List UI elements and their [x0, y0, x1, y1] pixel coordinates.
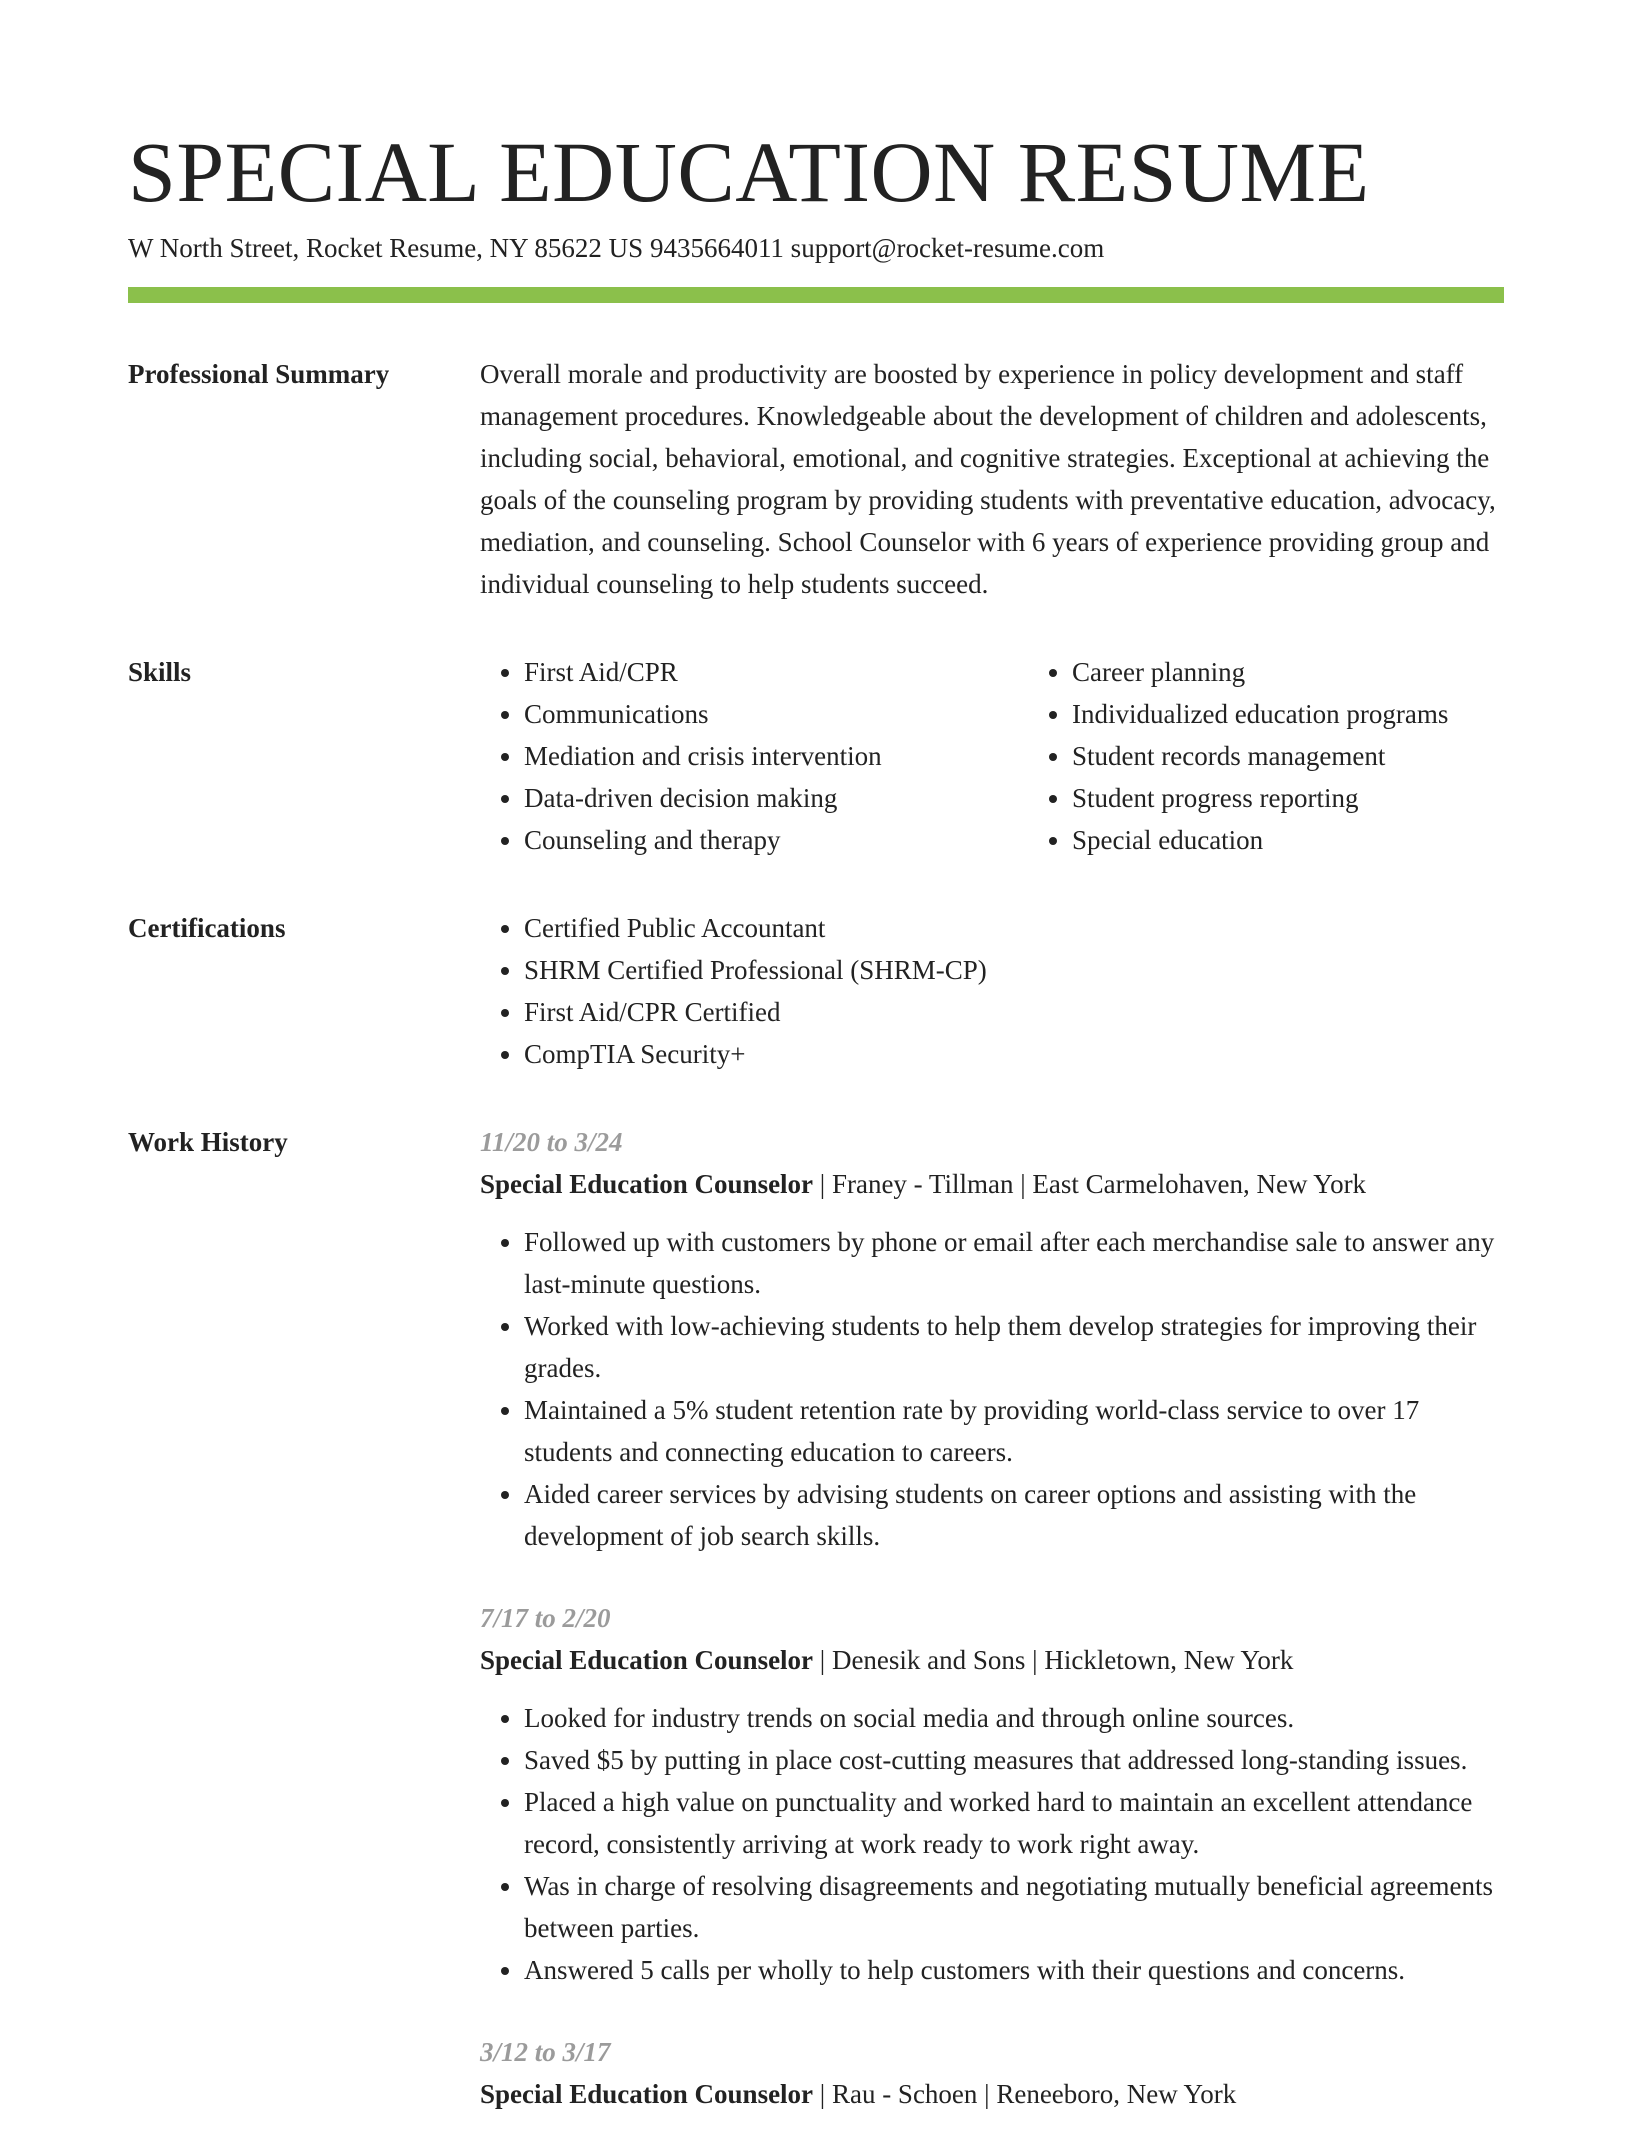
- skill-item: • Student records management: [1072, 735, 1448, 777]
- section-label: Skills: [128, 657, 192, 687]
- job-heading: [480, 2073, 1504, 2115]
- section-label: Work History: [128, 1127, 288, 1157]
- job-details: | Rau - Schoen | Reneeboro, New York: [813, 2079, 1237, 2109]
- section-body: [480, 1121, 1504, 2155]
- job-dates: 7/17 to 2/20: [480, 1603, 611, 1633]
- skill-item: • Mediation and crisis intervention: [524, 735, 1028, 777]
- job-details: | Franey - Tillman | East Carmelohaven, New York: [813, 1169, 1367, 1199]
- job-bullets: [480, 1221, 1504, 1557]
- section-label: Certifications: [128, 913, 286, 943]
- job-heading: [480, 1639, 1504, 1681]
- certification-item: • CompTIA Security+: [524, 1033, 1504, 1075]
- job-entry: [480, 2031, 1504, 2115]
- job-bullet: • Worked with low-achieving students to help them develop strategies for improving their grades.: [524, 1305, 1504, 1389]
- job-entry: [480, 1597, 1504, 1991]
- job-role: Special Education Counselor: [480, 2079, 814, 2109]
- skill-item: • Student progress reporting: [1072, 777, 1448, 819]
- skill-item: • Communications: [524, 693, 1028, 735]
- skill-item: • Data-driven decision making: [524, 777, 1028, 819]
- skill-item: • Individualized education programs: [1072, 693, 1448, 735]
- section-skills: [128, 651, 1504, 861]
- job-bullets: [480, 1697, 1504, 1991]
- skills-grid: [480, 651, 1504, 861]
- skill-item: • Special education: [1072, 819, 1448, 861]
- resume-page: [128, 122, 1504, 2155]
- certification-item: • SHRM Certified Professional (SHRM-CP): [524, 949, 1504, 991]
- certifications-list: [480, 907, 1504, 1075]
- skills-list-right: [1028, 651, 1448, 861]
- job-dates: 3/12 to 3/17: [480, 2037, 611, 2067]
- job-entry: [480, 1121, 1504, 1557]
- job-bullet: • Answered 5 calls per wholly to help customers with their questions and concerns.: [524, 1949, 1504, 1991]
- job-bullet: • Was in charge of resolving disagreements and negotiating mutually beneficial agreements between parties.: [524, 1865, 1504, 1949]
- job-role: Special Education Counselor: [480, 1169, 814, 1199]
- certification-item: • Certified Public Accountant: [524, 907, 1504, 949]
- job-bullet: • Looked for industry trends on social media and through online sources.: [524, 1697, 1504, 1739]
- section-body: [480, 907, 1504, 1075]
- section-professional-summary: [128, 353, 1504, 605]
- header-divider: [128, 287, 1504, 303]
- section-body: [480, 353, 1504, 605]
- job-bullet: • Aided career services by advising students on career options and assisting with the development of job search skills.: [524, 1473, 1504, 1557]
- job-bullet: • Maintained a 5% student retention rate by providing world-class service to over 17 students and connecting education to careers.: [524, 1389, 1504, 1473]
- certification-item: • First Aid/CPR Certified: [524, 991, 1504, 1033]
- job-bullet: • Followed up with customers by phone or email after each merchandise sale to answer any last-minute questions.: [524, 1221, 1504, 1305]
- job-dates: 11/20 to 3/24: [480, 1127, 623, 1157]
- job-details: | Denesik and Sons | Hickletown, New York: [813, 1645, 1294, 1675]
- resume-title: SPECIAL EDUCATION RESUME: [128, 124, 1370, 220]
- section-label: Professional Summary: [128, 359, 390, 389]
- contact-line: W North Street, Rocket Resume, NY 85622 US 9435664011 support@rocket-resume.com: [128, 233, 1105, 263]
- skill-item: • First Aid/CPR: [524, 651, 1028, 693]
- job-role: Special Education Counselor: [480, 1645, 814, 1675]
- summary-text: Overall morale and productivity are boosted by experience in policy development and staff management procedures. Knowledgeable about the development of children and adolescents, including social, behavioral, emotional, and cognitive strategies. Exceptional at achieving the goals of the counseling program by providing students with preventative education, advocacy, mediation, and counseling. School Counselor with 6 years of experience providing group and individual counseling to help students succeed.: [480, 359, 1496, 599]
- section-certifications: [128, 907, 1504, 1075]
- skill-item: • Career planning: [1072, 651, 1448, 693]
- job-bullet: • Saved $5 by putting in place cost-cutting measures that addressed long-standing issues.: [524, 1739, 1504, 1781]
- section-work-history: [128, 1121, 1504, 2155]
- skills-list-left: [480, 651, 1028, 861]
- job-heading: [480, 1163, 1504, 1205]
- skill-item: • Counseling and therapy: [524, 819, 1028, 861]
- job-bullet: • Placed a high value on punctuality and worked hard to maintain an excellent attendance record, consistently arriving at work ready to work right away.: [524, 1781, 1504, 1865]
